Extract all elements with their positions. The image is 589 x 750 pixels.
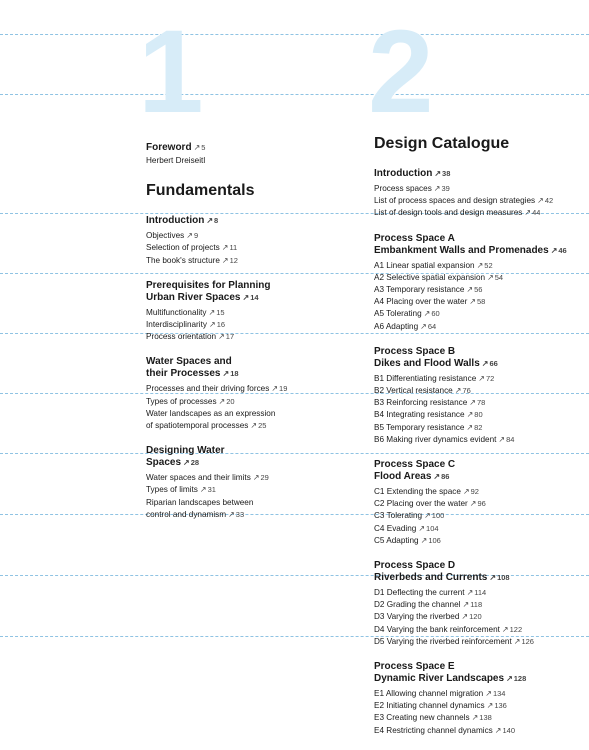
toc-section — [374, 168, 584, 220]
page-number: 136 — [494, 701, 507, 711]
toc-entry[interactable] — [374, 397, 584, 409]
section-title-text: Dikes and Flood Walls — [374, 357, 480, 369]
toc-entry[interactable] — [374, 272, 584, 284]
section-title-text: Introduction — [146, 215, 205, 227]
arrow-icon: ↗ — [476, 260, 484, 270]
foreword-author: Herbert Dreiseitl — [146, 156, 206, 165]
arrow-icon: ↗ — [462, 487, 470, 497]
page-number: 16 — [216, 320, 226, 330]
page-number: 54 — [494, 272, 504, 282]
section-title[interactable] — [374, 346, 584, 358]
toc-entry[interactable] — [374, 321, 584, 333]
toc-entry[interactable] — [374, 712, 584, 724]
page-number: 17 — [225, 332, 235, 342]
arrow-icon: ↗ — [466, 410, 474, 420]
entry-label: C4 Evading — [374, 523, 417, 533]
page-number: 8 — [214, 216, 219, 226]
toc-section — [374, 346, 584, 446]
page-number: 19 — [279, 384, 288, 394]
arrow-icon: ↗ — [250, 421, 258, 431]
arrow-icon: ↗ — [501, 624, 509, 634]
toc-entry[interactable] — [146, 319, 346, 331]
entry-label: B5 Temporary resistance — [374, 422, 465, 432]
arrow-icon: ↗ — [221, 255, 229, 265]
arrow-icon: ↗ — [218, 396, 226, 406]
page-number: 60 — [431, 309, 440, 319]
section-title[interactable] — [374, 168, 584, 180]
page-number: 56 — [474, 285, 483, 295]
arrow-icon: ↗ — [471, 713, 479, 723]
arrow-icon: ↗ — [221, 243, 229, 253]
arrow-icon: ↗ — [481, 358, 489, 368]
page-number: 138 — [479, 713, 492, 723]
toc-entry[interactable] — [374, 611, 584, 623]
section-title-text: Spaces — [146, 457, 182, 469]
design-catalogue-heading: Design Catalogue — [374, 135, 510, 152]
section-title[interactable] — [146, 292, 346, 304]
page-number: 66 — [489, 358, 498, 368]
entry-label: C1 Extending the space — [374, 487, 461, 497]
entry-label: control and dynamism — [146, 509, 227, 519]
toc-entry[interactable] — [146, 383, 346, 395]
left-column — [146, 137, 346, 521]
entry-label: Interdisciplinarity — [146, 320, 207, 330]
section-title[interactable] — [146, 445, 346, 457]
toc-entry[interactable] — [146, 331, 346, 343]
section-title[interactable] — [374, 661, 584, 673]
page-number: 82 — [474, 422, 483, 432]
toc-entry[interactable] — [374, 207, 584, 219]
page-number: 29 — [260, 473, 269, 483]
section-title[interactable] — [374, 459, 584, 471]
arrow-icon: ↗ — [420, 321, 427, 331]
page-number: 80 — [474, 410, 483, 420]
arrow-icon: ↗ — [486, 701, 494, 711]
page-number: 39 — [441, 184, 450, 193]
page-number: 25 — [258, 421, 267, 431]
arrow-icon: ↗ — [208, 320, 216, 330]
toc-entry[interactable] — [146, 242, 346, 254]
page-number: 120 — [469, 612, 482, 622]
page-number: 64 — [427, 321, 437, 331]
section-title[interactable] — [374, 560, 584, 572]
toc-entry[interactable] — [374, 260, 584, 272]
toc-section — [146, 356, 346, 432]
entry-label: List of design tools and design measures — [374, 208, 523, 218]
page-number: 92 — [470, 487, 479, 497]
page-number: 42 — [544, 196, 554, 206]
arrow-icon: ↗ — [208, 307, 216, 317]
arrow-icon: ↗ — [271, 384, 279, 394]
foreword-entry[interactable] — [146, 137, 346, 155]
toc-entry[interactable] — [374, 498, 584, 510]
toc-entry[interactable] — [374, 183, 584, 195]
entry-label: Riparian landscapes between — [146, 497, 254, 507]
toc-entry[interactable] — [146, 420, 346, 432]
foreword-title: Foreword — [146, 142, 192, 153]
toc-entry[interactable] — [146, 230, 346, 242]
toc-entry[interactable] — [374, 308, 584, 320]
arrow-icon: ↗ — [222, 369, 230, 379]
section-title-text: Water Spaces and — [146, 356, 232, 368]
entry-label: A5 Tolerating — [374, 309, 422, 319]
arrow-icon: ↗ — [489, 573, 497, 583]
section-title-text: Urban River Spaces — [146, 291, 241, 303]
page-number: 114 — [474, 588, 487, 598]
section-title-text: Flood Areas — [374, 471, 432, 483]
section-title-text: Designing Water — [146, 445, 225, 457]
arrow-icon: ↗ — [461, 612, 469, 622]
toc-entry[interactable] — [146, 509, 346, 521]
section-title-text: Process Space A — [374, 232, 455, 244]
page-number: 46 — [558, 245, 567, 255]
toc-entry[interactable] — [374, 296, 584, 308]
guide-line — [0, 34, 589, 35]
page-number: 86 — [441, 472, 450, 482]
arrow-icon: ↗ — [433, 472, 441, 482]
page-number: 18 — [230, 369, 239, 379]
toc-section — [374, 233, 584, 333]
page-number: 118 — [470, 600, 483, 610]
page-number: 122 — [509, 624, 523, 634]
arrow-icon: ↗ — [206, 216, 214, 226]
page-number: 33 — [235, 509, 245, 519]
chapter-number-2: 2 — [368, 6, 434, 138]
toc-entry[interactable] — [374, 195, 584, 207]
toc-entry[interactable] — [374, 434, 584, 446]
entry-label: D5 Varying the riverbed reinforcement — [374, 636, 512, 646]
toc-entry[interactable] — [146, 497, 346, 509]
entry-label: E1 Allowing channel migration — [374, 689, 484, 699]
toc-section — [146, 280, 346, 344]
arrow-icon: ↗ — [469, 499, 477, 509]
section-title[interactable] — [374, 358, 584, 370]
arrow-icon: ↗ — [424, 511, 431, 521]
entry-label: D1 Deflecting the current — [374, 588, 465, 598]
arrow-icon: ↗ — [487, 272, 494, 282]
arrow-icon: ↗ — [469, 297, 476, 307]
toc-entry[interactable] — [374, 624, 584, 636]
arrow-icon: ↗ — [186, 231, 193, 241]
right-section-list — [374, 168, 584, 737]
entry-label: A2 Selective spatial expansion — [374, 272, 486, 282]
page-number: 140 — [502, 725, 515, 735]
entry-label: A4 Placing over the water — [374, 297, 468, 307]
page-number: 76 — [462, 386, 471, 396]
arrow-icon: ↗ — [434, 169, 442, 178]
arrow-icon: ↗ — [478, 373, 485, 383]
arrow-icon: ↗ — [466, 588, 474, 598]
entry-label: C5 Adapting — [374, 535, 419, 545]
entry-label: E2 Initiating channel dynamics — [374, 701, 485, 711]
arrow-icon: ↗ — [498, 434, 506, 444]
toc-entry[interactable] — [374, 486, 584, 498]
arrow-icon: ↗ — [418, 523, 426, 533]
arrow-icon: ↗ — [193, 143, 201, 152]
section-title-text: Process Space D — [374, 560, 456, 572]
entry-label: Objectives — [146, 231, 185, 241]
arrow-icon: ↗ — [466, 422, 474, 432]
entry-label: A6 Adapting — [374, 321, 419, 331]
entry-label: B6 Making river dynamics evident — [374, 434, 497, 444]
entry-label: D3 Varying the riverbed — [374, 612, 460, 622]
section-title[interactable] — [374, 572, 584, 584]
arrow-icon: ↗ — [218, 332, 225, 342]
page-number: 72 — [485, 373, 495, 383]
entry-label: A1 Linear spatial expansion — [374, 260, 475, 270]
toc-section — [146, 445, 346, 521]
page-number: 84 — [506, 434, 515, 444]
page-number: 134 — [492, 689, 506, 699]
page-number: 78 — [477, 398, 486, 408]
arrow-icon: ↗ — [252, 473, 260, 483]
entry-label: Processes and their driving forces — [146, 384, 270, 394]
toc-entry[interactable] — [146, 472, 346, 484]
page-number: 20 — [226, 396, 235, 406]
page-number: 14 — [250, 292, 259, 302]
toc-entry[interactable] — [374, 409, 584, 421]
page-number: 12 — [229, 255, 238, 265]
section-title[interactable] — [146, 457, 346, 469]
section-title[interactable] — [374, 673, 584, 685]
toc-entry[interactable] — [374, 587, 584, 599]
toc-section — [374, 560, 584, 648]
entry-label: E4 Restricting channel dynamics — [374, 725, 493, 735]
section-title[interactable] — [374, 471, 584, 483]
entry-label: of spatiotemporal processes — [146, 421, 249, 431]
arrow-icon: ↗ — [183, 458, 190, 468]
entry-label: Process orientation — [146, 332, 217, 342]
toc-entry[interactable] — [374, 636, 584, 648]
entry-label: Types of limits — [146, 485, 198, 495]
section-title[interactable] — [146, 356, 346, 368]
toc-entry[interactable] — [146, 484, 346, 496]
section-title[interactable] — [374, 233, 584, 245]
right-column — [374, 134, 584, 737]
arrow-icon: ↗ — [423, 309, 431, 319]
toc-entry[interactable] — [374, 523, 584, 535]
arrow-icon: ↗ — [524, 208, 532, 218]
toc-entry[interactable] — [146, 408, 346, 420]
section-title-text: their Processes — [146, 368, 221, 380]
arrow-icon: ↗ — [485, 689, 492, 699]
guide-line — [0, 94, 589, 95]
page-number: 108 — [497, 573, 510, 583]
toc-entry[interactable] — [374, 725, 584, 737]
toc-entry[interactable] — [146, 396, 346, 408]
arrow-icon: ↗ — [513, 636, 521, 646]
page-number: 96 — [477, 499, 486, 509]
entry-label: D4 Varying the bank reinforcement — [374, 624, 500, 634]
section-title-text: Introduction — [374, 168, 433, 179]
page-number: 28 — [190, 458, 200, 468]
arrow-icon: ↗ — [433, 184, 441, 193]
fundamentals-heading: Fundamentals — [146, 182, 255, 200]
page-number: 15 — [216, 307, 225, 317]
arrow-icon: ↗ — [454, 386, 462, 396]
page-number: 52 — [484, 260, 493, 270]
entry-label: Selection of projects — [146, 243, 220, 253]
entry-label: E3 Creating new channels — [374, 713, 470, 723]
toc-entry[interactable] — [374, 688, 584, 700]
entry-label: The book's structure — [146, 255, 220, 265]
arrow-icon: ↗ — [469, 398, 476, 408]
entry-label: List of process spaces and design strategies — [374, 196, 536, 206]
section-title[interactable] — [146, 215, 346, 227]
entry-label: B2 Vertical resistance — [374, 386, 453, 396]
arrow-icon: ↗ — [494, 725, 502, 735]
toc-entry[interactable] — [374, 599, 584, 611]
section-title-text: Process Space C — [374, 459, 456, 471]
page-number: 104 — [426, 523, 439, 533]
entry-label: B4 Integrating resistance — [374, 410, 465, 420]
entry-label: Process spaces — [374, 184, 432, 193]
toc-section — [374, 459, 584, 547]
entry-label: Water landscapes as an expression — [146, 408, 276, 418]
arrow-icon: ↗ — [420, 535, 428, 545]
page-number: 5 — [201, 143, 206, 152]
page-number: 11 — [229, 243, 238, 253]
toc-section — [146, 215, 346, 267]
entry-label: Multifunctionality — [146, 307, 207, 317]
toc-entry[interactable] — [374, 385, 584, 397]
page-number: 100 — [431, 511, 445, 521]
arrow-icon: ↗ — [506, 674, 513, 684]
page-number: 44 — [532, 208, 541, 218]
toc-entry[interactable] — [374, 510, 584, 522]
toc-entry[interactable] — [374, 700, 584, 712]
section-title-text: Embankment Walls and Promenades — [374, 244, 549, 256]
page-number: 128 — [513, 674, 527, 684]
toc-entry[interactable] — [146, 255, 346, 267]
page-number: 31 — [207, 485, 216, 495]
section-title-text: Process Space B — [374, 345, 456, 357]
arrow-icon: ↗ — [537, 196, 544, 206]
left-section-list — [146, 215, 346, 521]
section-title-text: Riverbeds and Currents — [374, 572, 488, 584]
section-title[interactable] — [374, 245, 584, 257]
section-title-text: Prerequisites for Planning — [146, 279, 271, 291]
arrow-icon: ↗ — [242, 292, 250, 302]
page-number: 106 — [428, 535, 441, 545]
arrow-icon: ↗ — [550, 245, 558, 255]
section-title[interactable] — [146, 280, 346, 292]
entry-label: C3 Tolerating — [374, 511, 423, 521]
page-number: 9 — [193, 231, 199, 241]
arrow-icon: ↗ — [466, 285, 474, 295]
entry-label: Water spaces and their limits — [146, 473, 251, 483]
toc-entry[interactable] — [374, 284, 584, 296]
arrow-icon: ↗ — [228, 509, 235, 519]
entry-label: Types of processes — [146, 396, 217, 406]
arrow-icon: ↗ — [199, 485, 207, 495]
section-title-text: Process Space E — [374, 661, 455, 673]
entry-label: A3 Temporary resistance — [374, 285, 465, 295]
toc-entry[interactable] — [374, 422, 584, 434]
toc-section — [374, 661, 584, 737]
toc-entry[interactable] — [146, 307, 346, 319]
page-number: 126 — [521, 636, 534, 646]
page-number: 58 — [477, 297, 486, 307]
page-number: 38 — [442, 169, 451, 178]
entry-label: B1 Differentiating resistance — [374, 373, 477, 383]
chapter-number-1: 1 — [138, 6, 204, 138]
entry-label: B3 Reinforcing resistance — [374, 398, 468, 408]
toc-entry[interactable] — [374, 535, 584, 547]
toc-entry[interactable] — [374, 373, 584, 385]
section-title-text: Dynamic River Landscapes — [374, 673, 505, 685]
section-title[interactable] — [146, 368, 346, 380]
entry-label: D2 Grading the channel — [374, 600, 461, 610]
entry-label: C2 Placing over the water — [374, 499, 468, 509]
arrow-icon: ↗ — [462, 600, 470, 610]
